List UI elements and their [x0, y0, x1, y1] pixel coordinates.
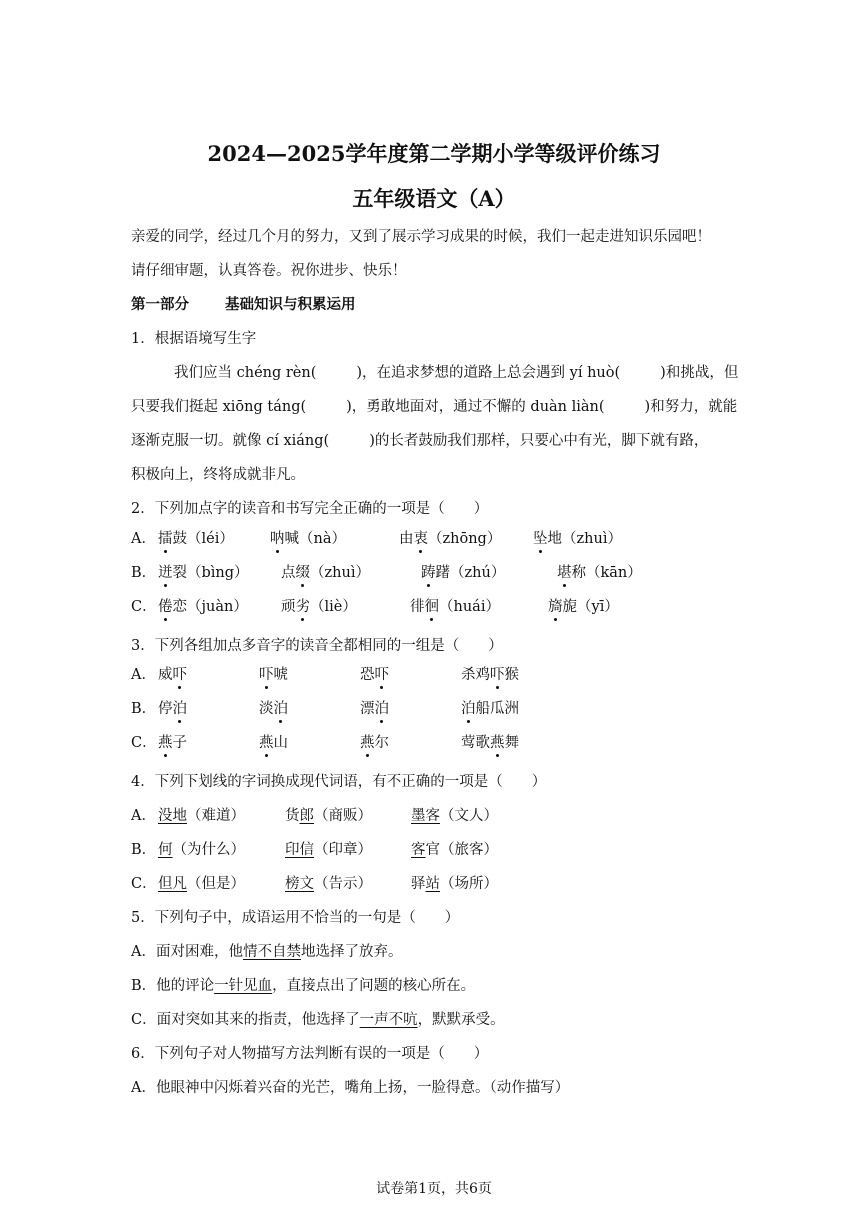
- q1-para-line-3: 逐渐克服一切。就像 cí xiáng( )的长者鼓励我们那样，只要心中有光，脚下就有路，: [131, 433, 709, 449]
- q3-option-c[interactable]: C．燕子 燕山 燕尔 莺歌燕舞: [131, 735, 519, 751]
- q3-stem: 3．下列各组加点多音字的读音全都相同的一组是（ ）: [131, 638, 503, 654]
- dotted-char: 燕: [490, 735, 505, 751]
- underlined-idiom: 情不自禁: [242, 944, 301, 960]
- dotted-char: 呐: [270, 531, 285, 547]
- dotted-char: 徊: [424, 599, 439, 615]
- q1-para-line-2: 只要我们挺起 xiōng táng( )，勇敢地面对，通过不懈的 duàn liàn( )和努力，就能: [131, 399, 738, 415]
- dotted-char: 劣: [295, 599, 310, 615]
- section-heading: [131, 295, 356, 315]
- q5-option-c[interactable]: C．面对突如其来的指责，他选择了一声不吭，默默承受。: [131, 1012, 505, 1028]
- dotted-char: 衷: [413, 531, 428, 547]
- dotted-char: 吓: [374, 667, 389, 683]
- q4-stem: 4．下列下划线的字词换成现代词语，有不正确的一项是（ ）: [131, 774, 547, 790]
- q3-option-a[interactable]: A． 威吓 吓唬 恐吓 杀鸡吓猴: [131, 667, 519, 683]
- dotted-char: 坠: [533, 531, 548, 547]
- underlined-idiom: 一声不吭: [359, 1012, 418, 1028]
- q5-stem: 5．下列句子中，成语运用不恰当的一句是（ ）: [131, 910, 460, 926]
- underlined-idiom: 一针见血: [214, 978, 273, 994]
- q1-stem: 1．根据语境写生字: [131, 331, 257, 347]
- dotted-char: 缀: [295, 565, 310, 581]
- dotted-char: 泊: [374, 701, 389, 717]
- q4-option-b[interactable]: B． 何（为什么） 印信（印章） 客官（旅客）: [131, 842, 498, 858]
- exam-subtitle: 五年级语文（A）: [352, 186, 516, 211]
- page-footer: 试卷第1页，共6页: [376, 1181, 492, 1197]
- q1-para-line-4: 积极向上，终将成就非凡。: [131, 467, 305, 483]
- q4-option-c[interactable]: C．但凡（但是） 榜文（告示） 驿站（场所）: [131, 876, 498, 892]
- q6-stem: 6．下列句子对人物描写方法判断有误的一项是（ ）: [131, 1046, 489, 1062]
- underlined-word: 但凡: [158, 876, 187, 892]
- q5-option-a[interactable]: A．面对困难，他情不自禁地选择了放弃。: [131, 944, 403, 960]
- dotted-char: 吓: [172, 667, 187, 683]
- dotted-char: 堪: [557, 565, 572, 581]
- q6-option-a[interactable]: A．他眼神中闪烁着兴奋的光芒，嘴角上扬，一脸得意。（动作描写）: [131, 1080, 570, 1096]
- underlined-word: 郎: [299, 808, 314, 824]
- dotted-char: 踌: [421, 565, 436, 581]
- intro-line-1: 亲爱的同学，经过几个月的努力，又到了展示学习成果的时候，我们一起走进知识乐园吧！: [131, 229, 711, 245]
- section-label: 第一部分: [131, 296, 189, 313]
- dotted-char: 吓: [259, 667, 274, 683]
- section-name: 基础知识与积累运用: [225, 296, 356, 313]
- dotted-char: 吓: [490, 667, 505, 683]
- underlined-word: 何: [158, 842, 173, 858]
- intro-line-2: 请仔细审题，认真答卷。祝你进步、快乐！: [131, 263, 407, 279]
- dotted-char: 泊: [172, 701, 187, 717]
- underlined-word: 榜文: [285, 876, 314, 892]
- dotted-char: 旖: [548, 599, 563, 615]
- q1-para-line-1: 我们应当 chéng rèn( )，在追求梦想的道路上总会遇到 yí huò( )和挑战，但: [174, 365, 739, 381]
- dotted-char: 燕: [360, 735, 375, 751]
- underlined-word: 站: [425, 876, 440, 892]
- underlined-word: 墨客: [411, 808, 440, 824]
- q2-option-b[interactable]: B． 迸裂（bìng） 点缀（zhuì） 踌躇（zhú） 堪称（kān）: [131, 565, 642, 581]
- dotted-char: 燕: [259, 735, 274, 751]
- q2-option-a[interactable]: A． 擂鼓（léi） 呐喊（nà） 由衷（zhōng） 坠地（zhuì）: [131, 531, 622, 547]
- dotted-char: 倦: [158, 599, 173, 615]
- underlined-word: 客: [411, 842, 426, 858]
- q3-option-b[interactable]: B． 停泊 淡泊 漂泊 泊船瓜洲: [131, 701, 519, 717]
- q4-option-a[interactable]: A． 没地（难道） 货郎（商贩） 墨客（文人）: [131, 808, 498, 824]
- underlined-word: 印信: [285, 842, 314, 858]
- dotted-char: 燕: [158, 735, 173, 751]
- underlined-word: 没地: [158, 808, 187, 824]
- exam-title: 2024—2025学年度第二学期小学等级评价练习: [207, 141, 661, 166]
- dotted-char: 泊: [273, 701, 288, 717]
- dotted-char: 擂: [158, 531, 173, 547]
- dotted-char: 迸: [158, 565, 173, 581]
- q2-stem: 2．下列加点字的读音和书写完全正确的一项是（ ）: [131, 501, 489, 517]
- q2-option-c[interactable]: C．倦恋（juàn） 顽劣（liè） 徘徊（huái） 旖旎（yī）: [131, 599, 619, 615]
- q5-option-b[interactable]: B．他的评论一针见血，直接点出了问题的核心所在。: [131, 978, 476, 994]
- dotted-char: 泊: [461, 701, 476, 717]
